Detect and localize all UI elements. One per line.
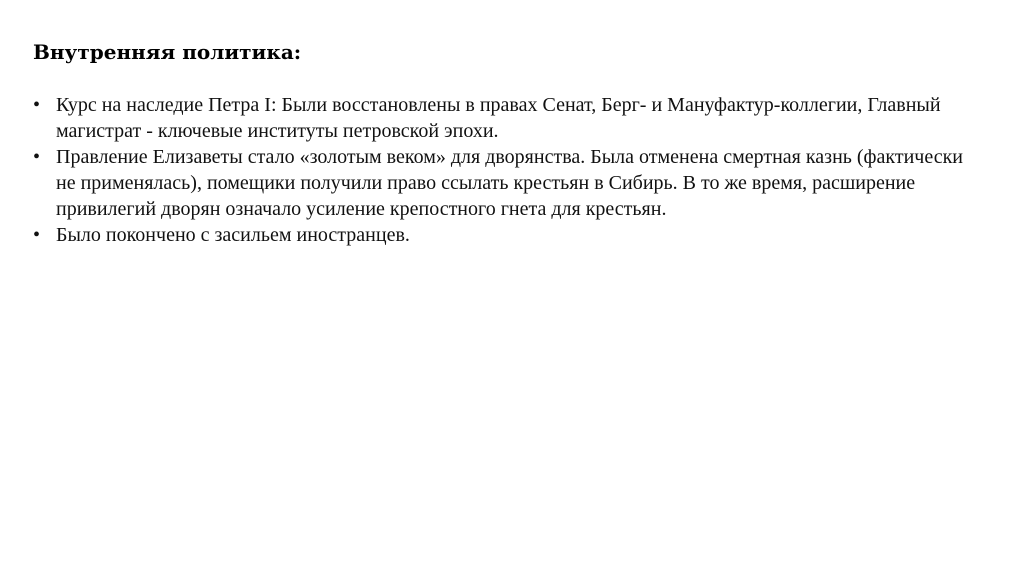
bullet-icon: • <box>33 224 41 246</box>
bullet-list <box>33 92 983 248</box>
bullet-icon: • <box>33 146 41 168</box>
bullet-text: Курс на наследие Петра I: Были восстановлены в правах Сенат, Берг- и Мануфактур-коллегии, Главный магистрат - ключевые институты петровской эпохи. <box>56 94 941 142</box>
list-item <box>33 222 983 248</box>
bullet-icon: • <box>33 94 41 116</box>
slide-title: Внутренняя политика: <box>33 40 302 64</box>
bullet-text: Было покончено с засильем иностранцев. <box>56 224 410 246</box>
bullet-text: Правление Елизаветы стало «золотым веком» для дворянства. Была отменена смертная казнь (фактически не применялась), помещики получили право ссылать крестьян в Сибирь. В то же время, расширение привилегий дворян означало усиление крепостного гнета для крестьян. <box>56 146 964 220</box>
list-item <box>33 144 983 222</box>
list-item <box>33 92 983 144</box>
